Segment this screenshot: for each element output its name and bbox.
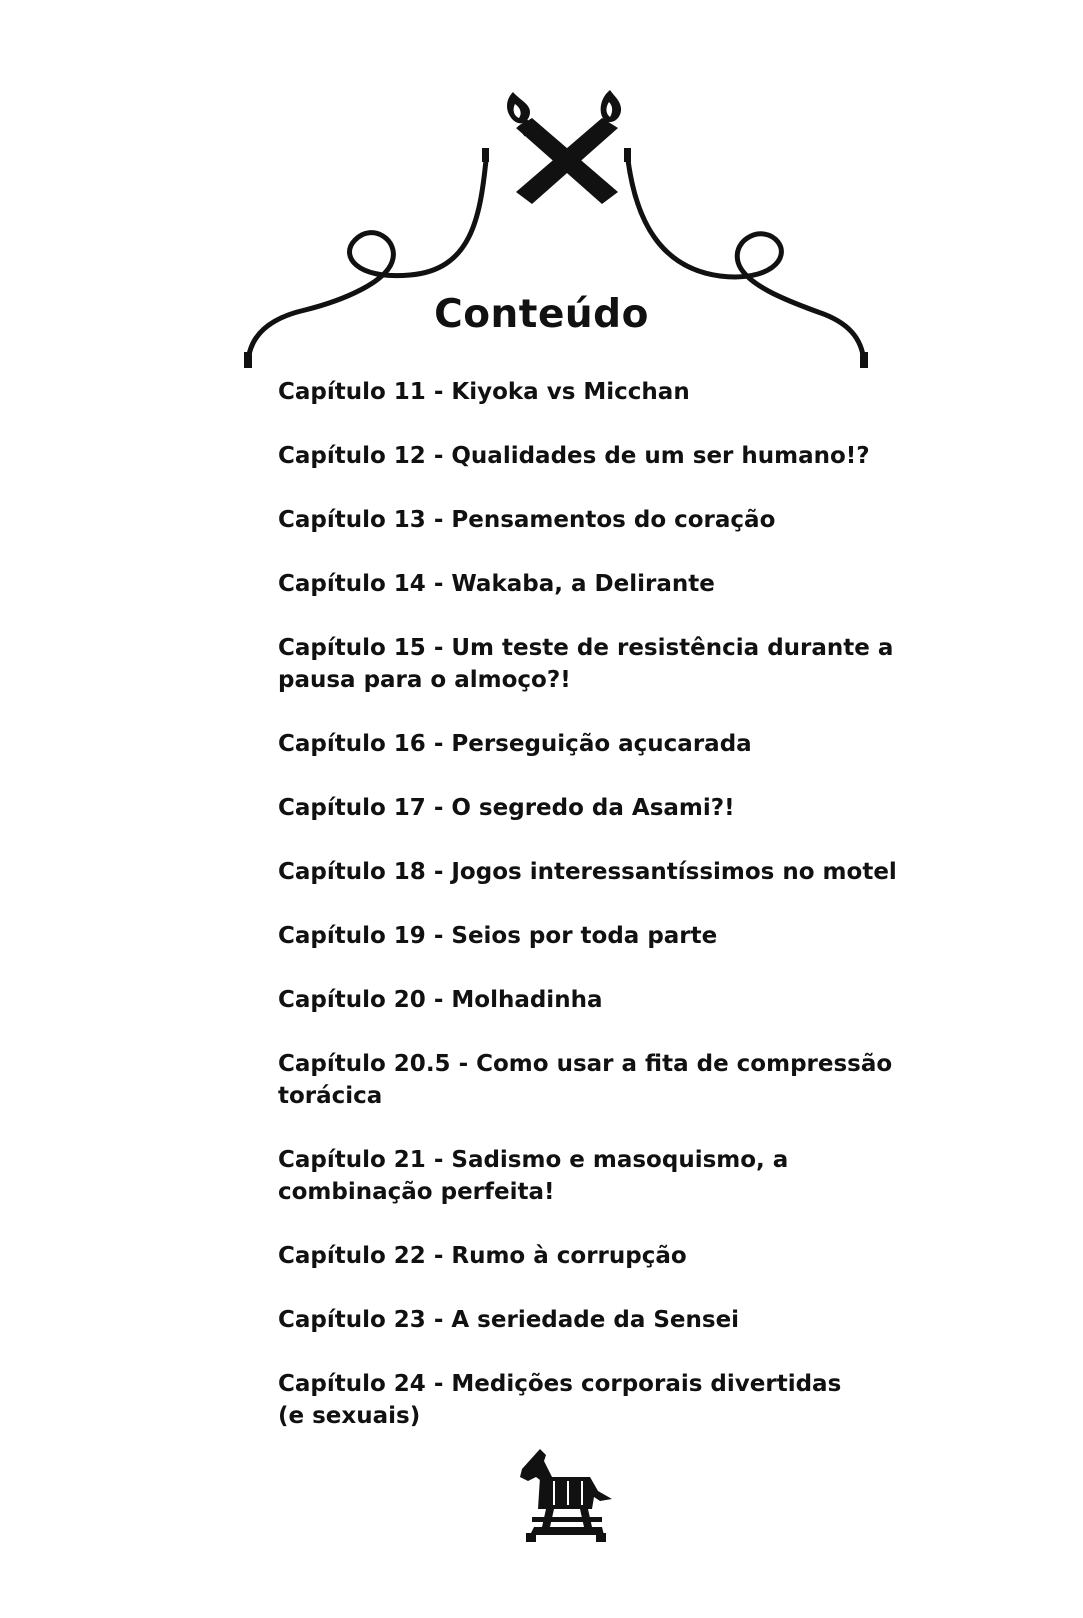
toc-item-chapter-21[interactable] bbox=[278, 1144, 878, 1208]
toc-item-text: Capítulo 15 - Um teste de resistência durante a bbox=[278, 635, 894, 661]
toc-item-chapter-20-5[interactable] bbox=[278, 1048, 893, 1112]
toc-item-text: Capítulo 20.5 - Como usar a fita de compressão bbox=[278, 1051, 893, 1077]
wooden-horse-icon bbox=[510, 1447, 620, 1542]
toc-item-text: Capítulo 16 - Perseguição açucarada bbox=[278, 731, 752, 757]
toc-item-chapter-18[interactable] bbox=[278, 856, 897, 888]
page-title: Conteúdo bbox=[434, 292, 649, 337]
crossed-candles-ornament-icon bbox=[0, 0, 1083, 400]
toc-item-text: Capítulo 22 - Rumo à corrupção bbox=[278, 1243, 687, 1269]
toc-item-chapter-11[interactable] bbox=[278, 376, 878, 408]
toc-item-text: Capítulo 21 - Sadismo e masoquismo, a bbox=[278, 1147, 789, 1173]
toc-item-chapter-23[interactable] bbox=[278, 1304, 878, 1336]
table-of-contents bbox=[278, 376, 897, 1464]
toc-item-text: Capítulo 14 - Wakaba, a Delirante bbox=[278, 571, 715, 597]
toc-item-chapter-15[interactable] bbox=[278, 632, 894, 696]
toc-item-chapter-20[interactable] bbox=[278, 984, 878, 1016]
toc-item-text: Capítulo 13 - Pensamentos do coração bbox=[278, 507, 776, 533]
toc-item-text-continued: torácica bbox=[278, 1083, 383, 1109]
toc-item-chapter-16[interactable] bbox=[278, 728, 878, 760]
toc-item-text: Capítulo 23 - A seriedade da Sensei bbox=[278, 1307, 740, 1333]
toc-item-text: Capítulo 17 - O segredo da Asami?! bbox=[278, 795, 735, 821]
toc-item-text: Capítulo 11 - Kiyoka vs Micchan bbox=[278, 379, 690, 405]
toc-item-text: Capítulo 12 - Qualidades de um ser humano!? bbox=[278, 443, 870, 469]
toc-item-text: Capítulo 18 - Jogos interessantíssimos no motel bbox=[278, 859, 897, 885]
toc-item-chapter-19[interactable] bbox=[278, 920, 878, 952]
toc-item-chapter-14[interactable] bbox=[278, 568, 878, 600]
toc-item-text: Capítulo 19 - Seios por toda parte bbox=[278, 923, 718, 949]
toc-item-chapter-12[interactable] bbox=[278, 440, 878, 472]
toc-item-chapter-24[interactable] bbox=[278, 1368, 878, 1432]
toc-item-text-continued: (e sexuais) bbox=[278, 1403, 421, 1429]
toc-item-text-continued: combinação perfeita! bbox=[278, 1179, 555, 1205]
toc-item-chapter-22[interactable] bbox=[278, 1240, 878, 1272]
toc-item-text: Capítulo 24 - Medições corporais divertidas bbox=[278, 1371, 842, 1397]
toc-item-chapter-13[interactable] bbox=[278, 504, 878, 536]
toc-item-chapter-17[interactable] bbox=[278, 792, 878, 824]
toc-item-text: Capítulo 20 - Molhadinha bbox=[278, 987, 603, 1013]
toc-item-text-continued: pausa para o almoço?! bbox=[278, 667, 571, 693]
